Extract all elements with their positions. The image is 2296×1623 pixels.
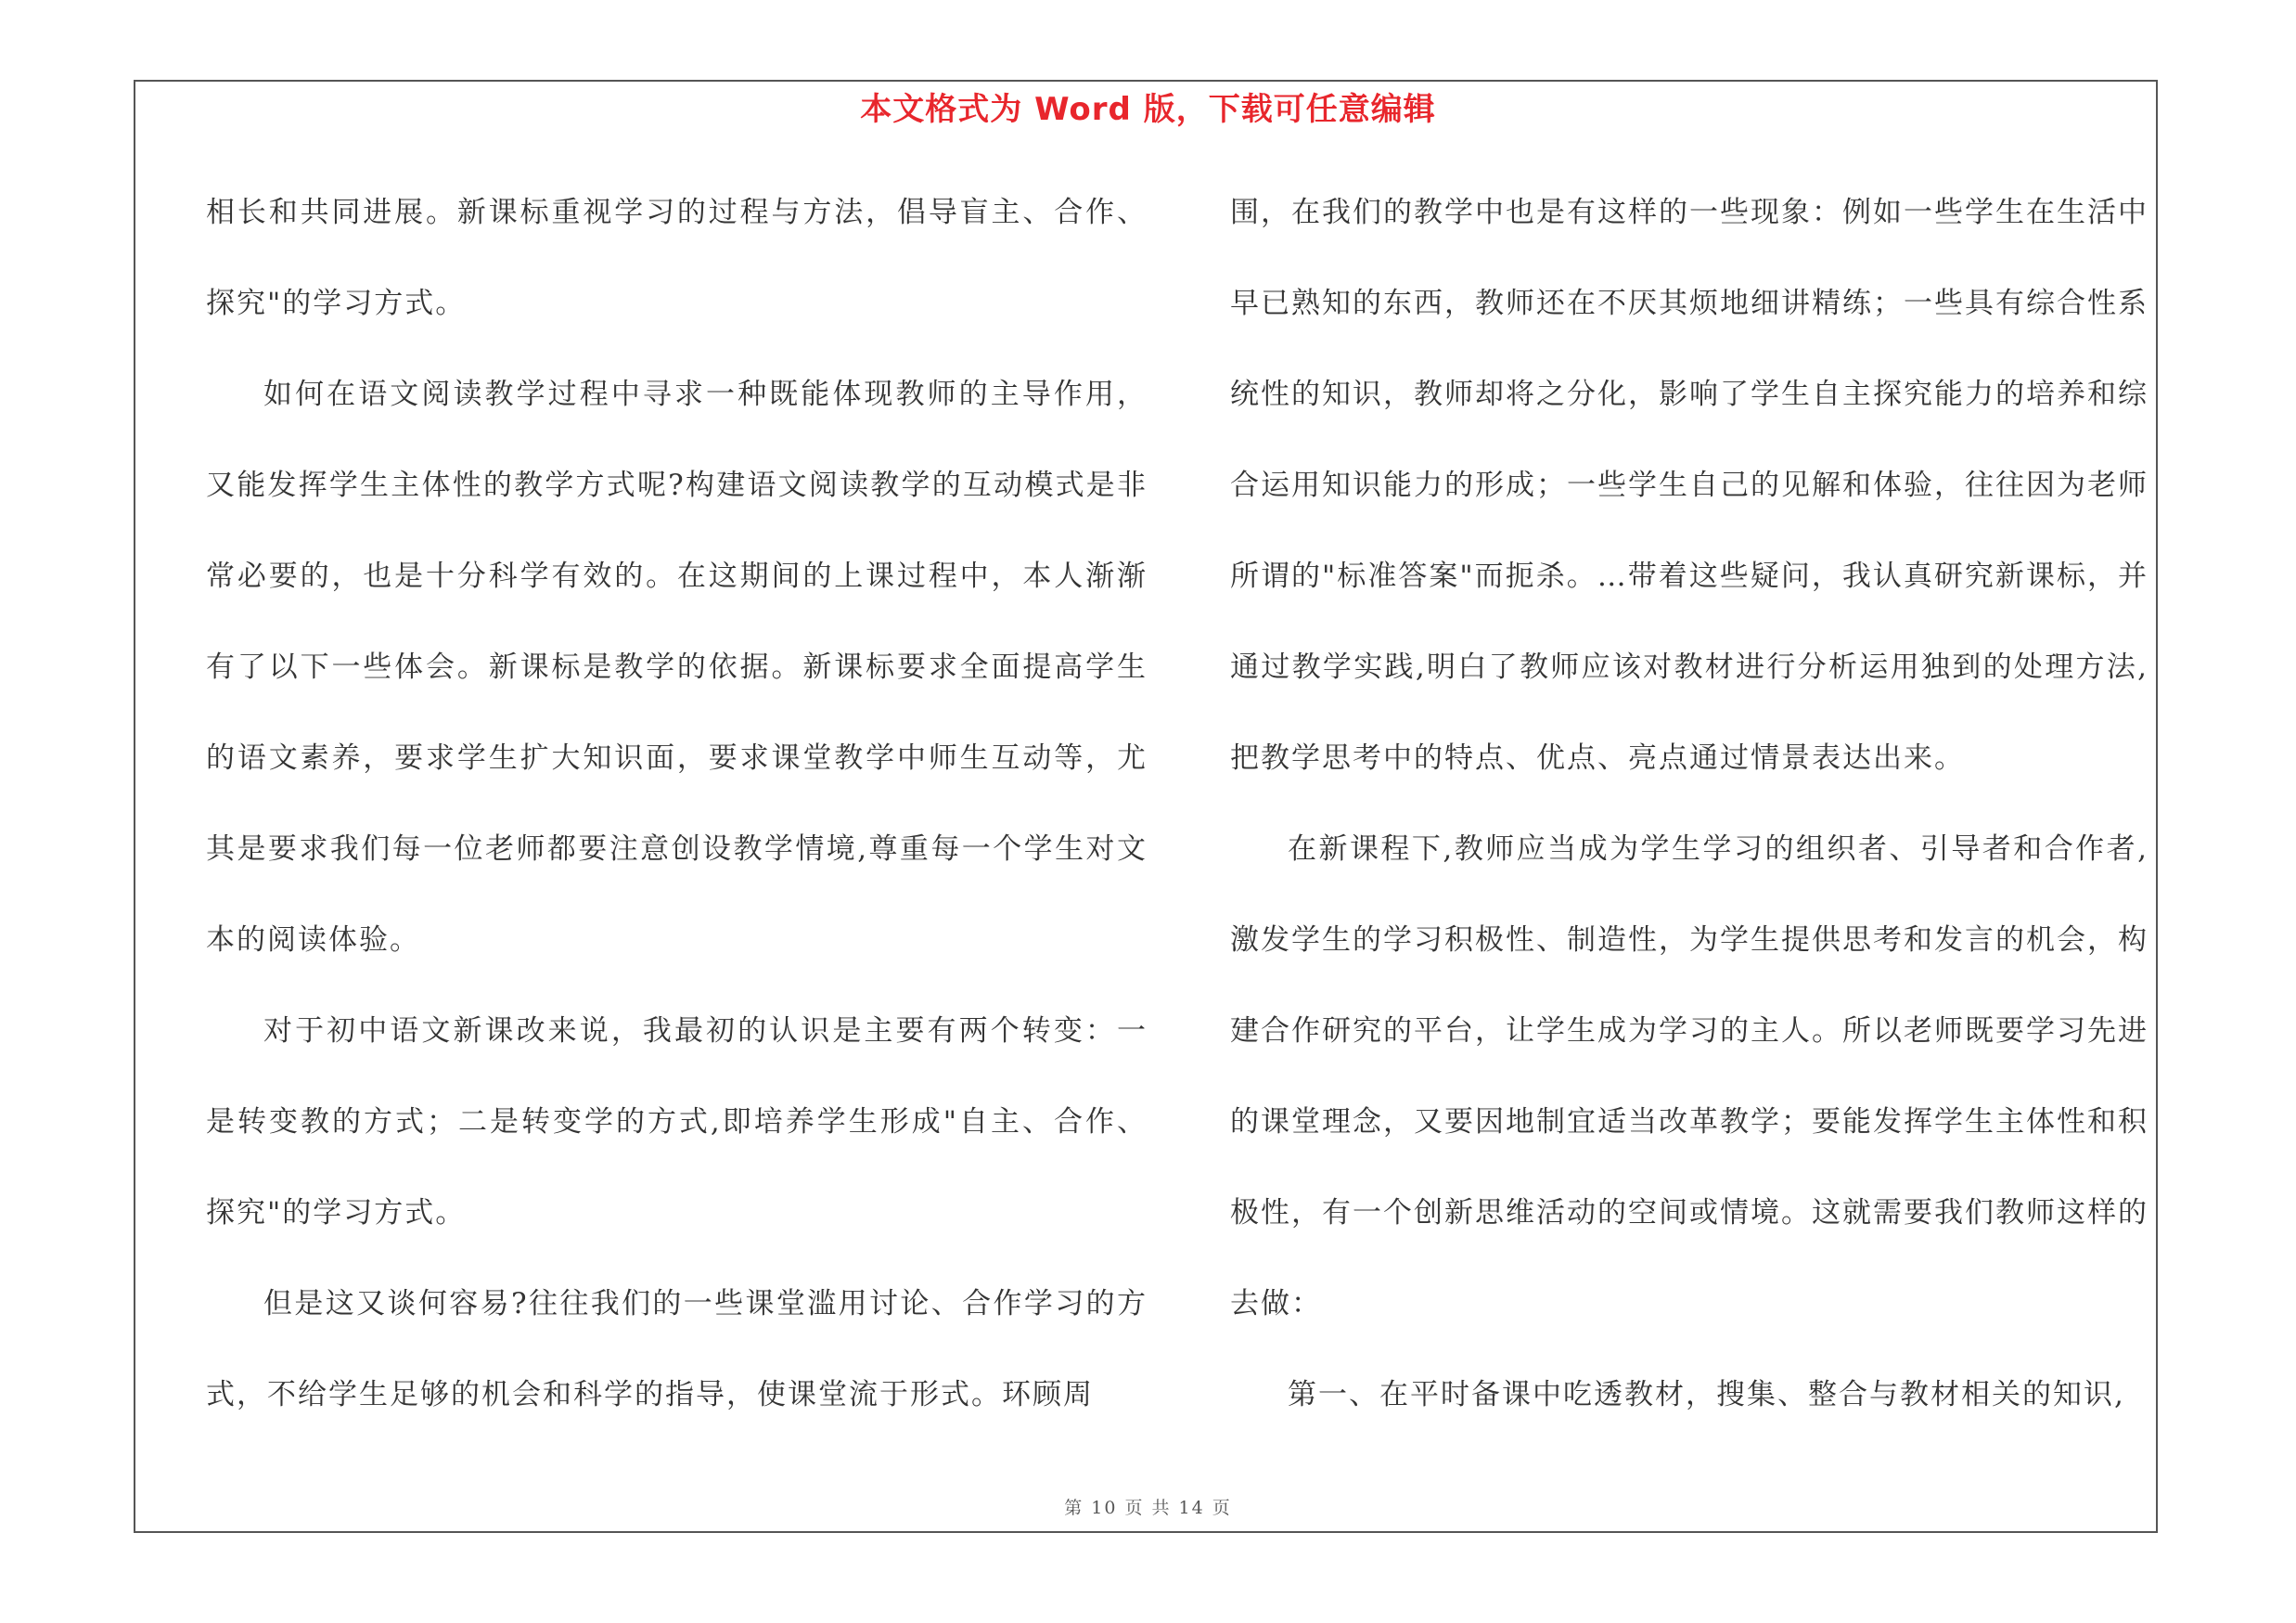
- paragraph: 但是这又谈何容易?往往我们的一些课堂滥用讨论、合作学习的方式，不给学生足够的机会和科学的指导，使课堂流于形式。环顾周: [206, 1287, 1148, 1411]
- page-number-footer: 第 10 页 共 14 页: [1064, 1498, 1232, 1518]
- left-text-column: [206, 167, 1148, 1440]
- paragraph: 在新课程下,教师应当成为学生学习的组织者、引导者和合作者,激发学生的学习积极性、制造性，为学生提供思考和发言的机会，构建合作研究的平台，让学生成为学习的主人。所以老师既要学习先进的课堂理念，又要因地制宜适当改革教学；要能发挥学生主体性和积极性，有一个创新思维活动的空间或情境。这就需要我们教师这样的去做：: [1230, 832, 2148, 1320]
- word-format-banner: 本文格式为 Word 版，下载可任意编辑: [860, 91, 1436, 128]
- paragraph-continuation: 相长和共同进展。新课标重视学习的过程与方法，倡导盲主、合作、探究"的学习方式。: [206, 196, 1148, 320]
- paragraph: 如何在语文阅读教学过程中寻求一种既能体现教师的主导作用，又能发挥学生主体性的教学方式呢?构建语文阅读教学的互动模式是非常必要的，也是十分科学有效的。在这期间的上课过程中，本人渐渐有了以下一些体会。新课标是教学的依据。新课标要求全面提高学生的语文素养，要求学生扩大知识面，要求课堂教学中师生互动等，尤其是要求我们每一位老师都要注意创设教学情境,尊重每一个学生对文本的阅读体验。: [206, 378, 1148, 957]
- right-text-column: [1230, 167, 2148, 1440]
- paragraph-continuation: 围，在我们的教学中也是有这样的一些现象：例如一些学生在生活中早已熟知的东西，教师还在不厌其烦地细讲精练；一些具有综合性系统性的知识，教师却将之分化，影响了学生自主探究能力的培养和综合运用知识能力的形成；一些学生自己的见解和体验，往往因为老师所谓的"标准答案"而扼杀。…带着这些疑问，我认真研究新课标，并通过教学实践,明白了教师应该对教材进行分析运用独到的处理方法,把教学思考中的特点、优点、亮点通过情景表达出来。: [1230, 196, 2148, 775]
- paragraph: 第一、在平时备课中吃透教材，搜集、整合与教材相关的知识,: [1288, 1378, 2125, 1411]
- paragraph: 对于初中语文新课改来说，我最初的认识是主要有两个转变：一是转变教的方式；二是转变学的方式,即培养学生形成"自主、合作、探究"的学习方式。: [206, 1014, 1148, 1230]
